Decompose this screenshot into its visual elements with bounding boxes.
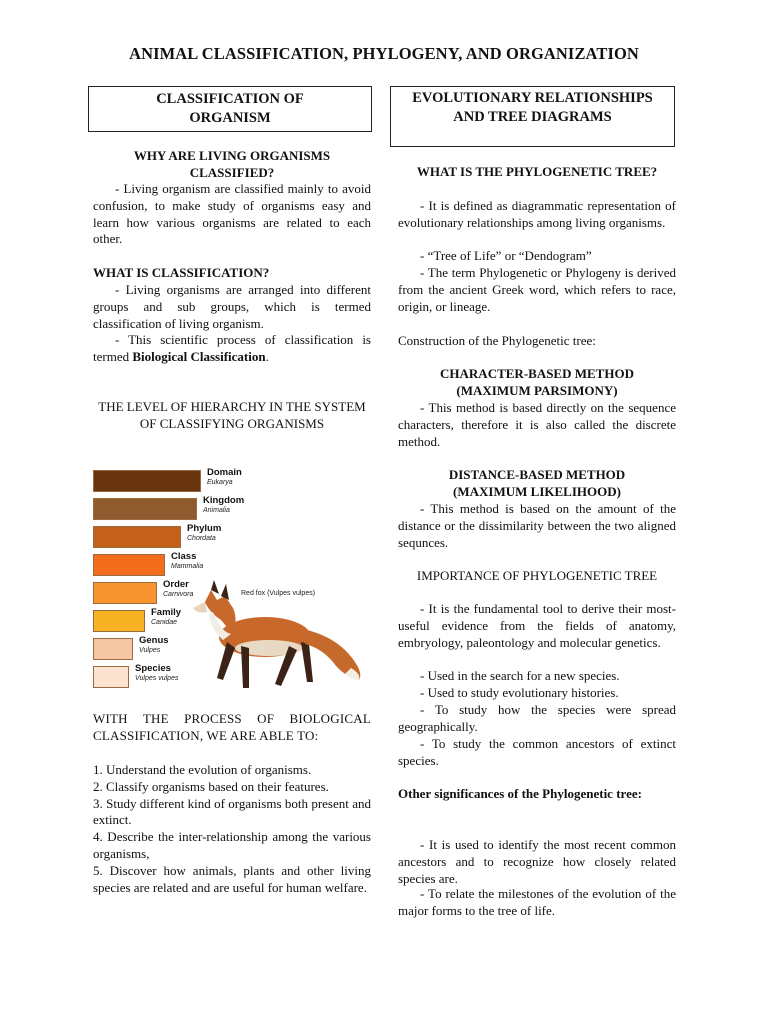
left-section-title: CLASSIFICATION OF ORGANISM	[156, 91, 304, 126]
fox-caption: Red fox (Vulpes vulpes)	[241, 590, 316, 597]
other-text-2: - To relate the milestones of the evolution of the major forms to the tree of life.	[398, 886, 676, 918]
hierarchy-heading: THE LEVEL OF HIERARCHY IN THE SYSTEM OF CLASSIFYING ORGANISMS	[98, 399, 366, 431]
process-list-item: 2. Classify organisms based on their features.	[93, 778, 329, 794]
hierarchy-level-example: Canidae	[151, 619, 178, 626]
importance-text-3: - Used to study evolutionary histories.	[420, 685, 619, 700]
hierarchy-level-name: Class	[171, 551, 197, 562]
process-list-item: 4. Describe the inter-relationship among the various organisms,	[93, 829, 371, 861]
hierarchy-level-example: Mammalia	[171, 563, 204, 570]
hierarchy-level-example: Eukarya	[207, 479, 233, 486]
construction-label: Construction of the Phylogenetic tree:	[398, 333, 596, 348]
importance-text-4: - To study how the species were spread geographically.	[398, 702, 676, 734]
what-text-1: - Living organisms are arranged into different groups and sub groups, which is termed classification of living organism.	[93, 282, 371, 331]
hierarchy-level-example: Vulpes vulpes	[135, 675, 179, 682]
process-heading: WITH THE PROCESS OF BIOLOGICAL CLASSIFICATION, WE ARE ABLE TO:	[93, 711, 371, 743]
hierarchy-level-name: Domain	[207, 467, 242, 478]
what-heading: WHAT IS CLASSIFICATION?	[93, 265, 270, 280]
what-text-2	[93, 332, 371, 366]
process-list-item: 1. Understand the evolution of organisms.	[93, 762, 312, 777]
hierarchy-level-name: Kingdom	[203, 495, 245, 506]
hierarchy-level-name: Genus	[139, 635, 169, 646]
character-method-heading: CHARACTER-BASED METHOD (MAXIMUM PARSIMONY)	[440, 366, 634, 398]
distance-method-text: - This method is based on the amount of the distance or the dissimilarity between the two aligned sequnces.	[398, 501, 676, 550]
biological-classification-term: Biological Classification	[132, 348, 266, 364]
hierarchy-level-name: Order	[163, 579, 189, 590]
hierarchy-level-name: Family	[151, 607, 182, 618]
phylo-text-3: - The term Phylogenetic or Phylogeny is derived from the ancient Greek word, which refers to race, origin, or lineage.	[398, 265, 676, 314]
process-list	[93, 762, 371, 896]
right-section-box	[390, 86, 675, 147]
importance-text-1: - It is the fundamental tool to derive their most-useful evidence from the fields of anatomy, embryology, paleontology and molecular genetics.	[398, 601, 676, 650]
importance-heading: IMPORTANCE OF PHYLOGENETIC TREE	[416, 568, 658, 583]
hierarchy-level-example: Animalia	[203, 507, 230, 514]
phylo-text-2: - “Tree of Life” or “Dendogram”	[420, 248, 592, 263]
character-method-text: - This method is based directly on the sequence characters, therefore it is also called the discrete method.	[398, 400, 676, 449]
hierarchy-level-example: Chordata	[187, 535, 216, 542]
phylo-heading: WHAT IS THE PHYLOGENETIC TREE?	[416, 164, 658, 179]
hierarchy-level-name: Phylum	[187, 523, 222, 534]
hierarchy-level-name: Species	[135, 663, 171, 674]
importance-text-5: - To study the common ancestors of extinct species.	[398, 736, 676, 768]
left-section-box	[88, 86, 372, 132]
other-text-1: - It is used to identify the most recent common ancestors and to recognize how closely related species are.	[398, 837, 676, 886]
what-text-2-end: .	[265, 348, 269, 364]
what-text-2-lead: - This scientific process of classification is termed	[93, 332, 371, 364]
right-section-title: EVOLUTIONARY RELATIONSHIPS AND TREE DIAGRAMS	[412, 90, 653, 125]
process-list-item: 3. Study different kind of organisms both present and extinct.	[93, 795, 371, 828]
hierarchy-figure	[93, 462, 368, 694]
why-heading: WHY ARE LIVING ORGANISMS CLASSIFIED?	[133, 148, 331, 180]
document-title: ANIMAL CLASSIFICATION, PHYLOGENY, AND ORGANIZATION	[129, 44, 639, 63]
process-list-item: 5. Discover how animals, plants and other living species are related and are useful for human welfare.	[93, 862, 371, 895]
hierarchy-level-example: Carnivora	[163, 591, 194, 598]
distance-method-heading: DISTANCE-BASED METHOD (MAXIMUM LIKELIHOOD)	[448, 467, 626, 499]
other-significances-heading: Other significances of the Phylogenetic tree:	[398, 786, 642, 801]
red-fox-illustration	[93, 462, 368, 694]
why-text: - Living organism are classified mainly to avoid confusion, to make study of organisms easy and learn how various organisms are related to each other.	[93, 181, 371, 247]
hierarchy-level-example: Vulpes	[139, 647, 161, 654]
importance-text-2: - Used in the search for a new species.	[420, 668, 620, 683]
phylo-text-1: - It is defined as diagrammatic representation of evolutionary relationships among living organisms.	[398, 198, 676, 230]
